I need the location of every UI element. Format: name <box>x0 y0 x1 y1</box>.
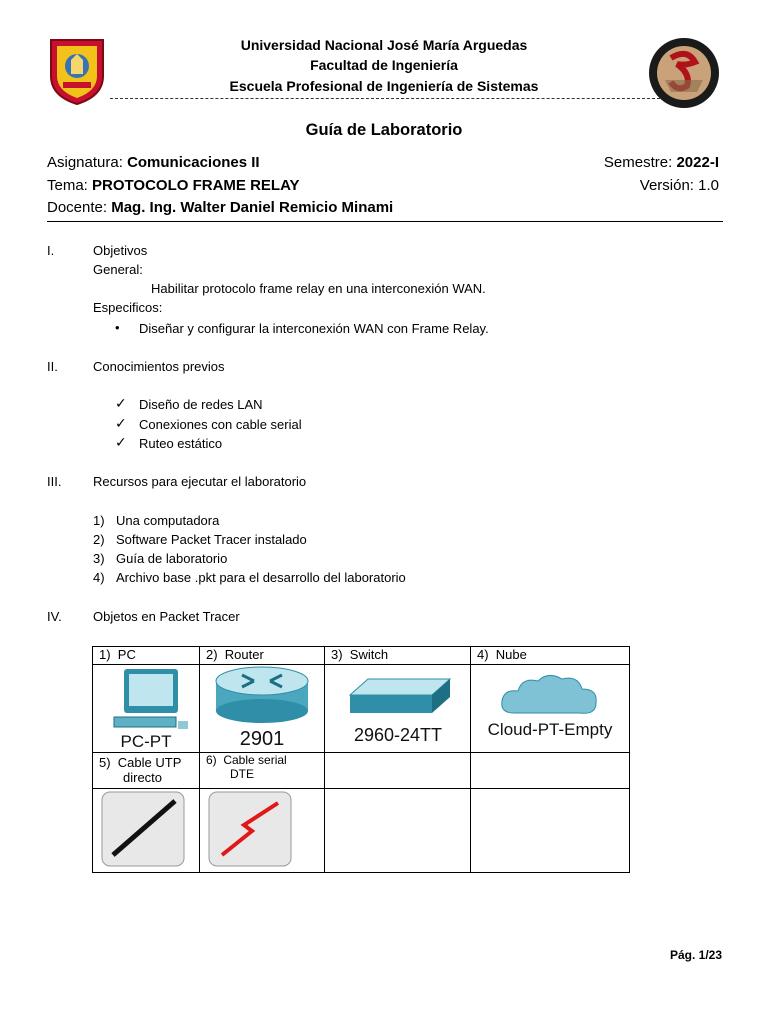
item-label: Cable serial <box>223 753 287 767</box>
checkmark-icon: ✓ <box>115 415 127 431</box>
item-label: Router <box>224 647 264 662</box>
especificos-label: Especificos: <box>93 300 163 315</box>
prior-knowledge-item: Conexiones con cable serial <box>139 417 302 432</box>
table-cell <box>200 789 325 873</box>
tema-label: Tema: <box>47 177 88 194</box>
table-row <box>93 753 630 789</box>
section-1-title: Objetivos <box>93 243 148 258</box>
asignatura-line <box>47 154 260 171</box>
item-number: 5) <box>99 755 111 770</box>
item-number: 4) <box>477 647 489 662</box>
pc-caption: PC-PT <box>120 732 172 749</box>
page-number: Pág. 1/23 <box>669 948 722 962</box>
prior-knowledge-item: Ruteo estático <box>139 436 223 451</box>
table-row <box>93 789 630 873</box>
table-cell <box>471 789 630 873</box>
table-cell <box>93 753 200 789</box>
item-label: Cable UTP <box>117 755 182 770</box>
docente-line <box>47 199 393 216</box>
version-value: 1.0 <box>698 177 719 194</box>
switch-device-icon <box>328 665 468 749</box>
table-cell <box>93 789 200 873</box>
item-label: DTE <box>230 767 254 781</box>
switch-caption: 2960-24TT <box>353 725 442 745</box>
table-cell <box>325 665 471 753</box>
cloud-caption: Cloud-PT-Empty <box>487 720 613 739</box>
item-number: 2) <box>206 647 218 662</box>
prior-knowledge-item: Diseño de redes LAN <box>139 397 263 412</box>
pc-device-icon <box>94 665 198 749</box>
section-4-title: Objetos en Packet Tracer <box>93 609 240 624</box>
item-number: 3) <box>331 647 343 662</box>
tema-line <box>47 177 300 194</box>
table-cell <box>471 753 630 789</box>
especificos-item: Diseñar y configurar la interconexión WAN con Frame Relay. <box>139 321 489 336</box>
resource-number: 4) <box>93 570 105 585</box>
semestre-label: Semestre: <box>603 154 673 171</box>
table-cell <box>325 789 471 873</box>
item-label: Nube <box>495 647 527 662</box>
serial-cable-icon <box>208 791 292 867</box>
tema-value: PROTOCOLO FRAME RELAY <box>92 177 300 194</box>
table-cell <box>93 647 200 665</box>
cloud-icon <box>474 665 626 749</box>
asignatura-value: Comunicaciones II <box>127 154 260 171</box>
checkmark-icon: ✓ <box>115 395 127 411</box>
table-cell <box>93 665 200 753</box>
item-label: Switch <box>349 647 389 662</box>
version-label: Versión: <box>639 177 694 194</box>
table-row <box>93 647 630 665</box>
item-number: 1) <box>99 647 111 662</box>
bullet-icon: • <box>115 320 120 335</box>
table-cell <box>200 753 325 789</box>
straight-cable-icon <box>101 791 185 867</box>
semestre-line <box>604 154 719 171</box>
resource-item: Archivo base .pkt para el desarrollo del laboratorio <box>116 570 406 585</box>
checkmark-icon: ✓ <box>115 434 127 450</box>
table-cell <box>471 647 630 665</box>
meta-divider <box>47 221 723 222</box>
school-name: Escuela Profesional de Ingeniería de Sistemas <box>229 78 539 94</box>
packet-tracer-objects-table <box>92 646 630 873</box>
resource-item: Una computadora <box>116 513 220 528</box>
table-cell <box>471 665 630 753</box>
table-cell <box>200 665 325 753</box>
university-name: Universidad Nacional José María Arguedas <box>240 37 528 53</box>
section-2-number: II. <box>47 359 58 374</box>
resource-number: 1) <box>93 513 105 528</box>
section-4-number: IV. <box>47 609 62 624</box>
asignatura-label: Asignatura: <box>47 154 123 171</box>
item-label: PC <box>117 647 136 662</box>
general-label: General: <box>93 262 143 277</box>
section-1-number: I. <box>47 243 55 258</box>
router-device-icon <box>202 665 322 749</box>
resource-item: Guía de laboratorio <box>116 551 228 566</box>
resource-number: 2) <box>93 532 105 547</box>
table-cell <box>325 647 471 665</box>
general-text: Habilitar protocolo frame relay en una interconexión WAN. <box>151 281 486 296</box>
resource-item: Software Packet Tracer instalado <box>116 532 307 547</box>
section-3-title: Recursos para ejecutar el laboratorio <box>93 474 307 489</box>
semestre-value: 2022-I <box>676 154 719 171</box>
resource-number: 3) <box>93 551 105 566</box>
item-label: directo <box>123 770 163 785</box>
table-cell <box>325 753 471 789</box>
section-2-title: Conocimientos previos <box>93 359 225 374</box>
section-3-number: III. <box>47 474 62 489</box>
docente-label: Docente: <box>47 199 108 216</box>
version-line <box>640 177 719 194</box>
header-divider <box>110 98 660 99</box>
docente-value: Mag. Ing. Walter Daniel Remicio Minami <box>111 199 394 216</box>
faculty-name: Facultad de Ingeniería <box>310 57 458 73</box>
document-title: Guía de Laboratorio <box>305 121 463 139</box>
table-row <box>93 665 630 753</box>
table-cell <box>200 647 325 665</box>
item-number: 6) <box>206 753 217 767</box>
router-caption: 2901 <box>239 728 285 749</box>
